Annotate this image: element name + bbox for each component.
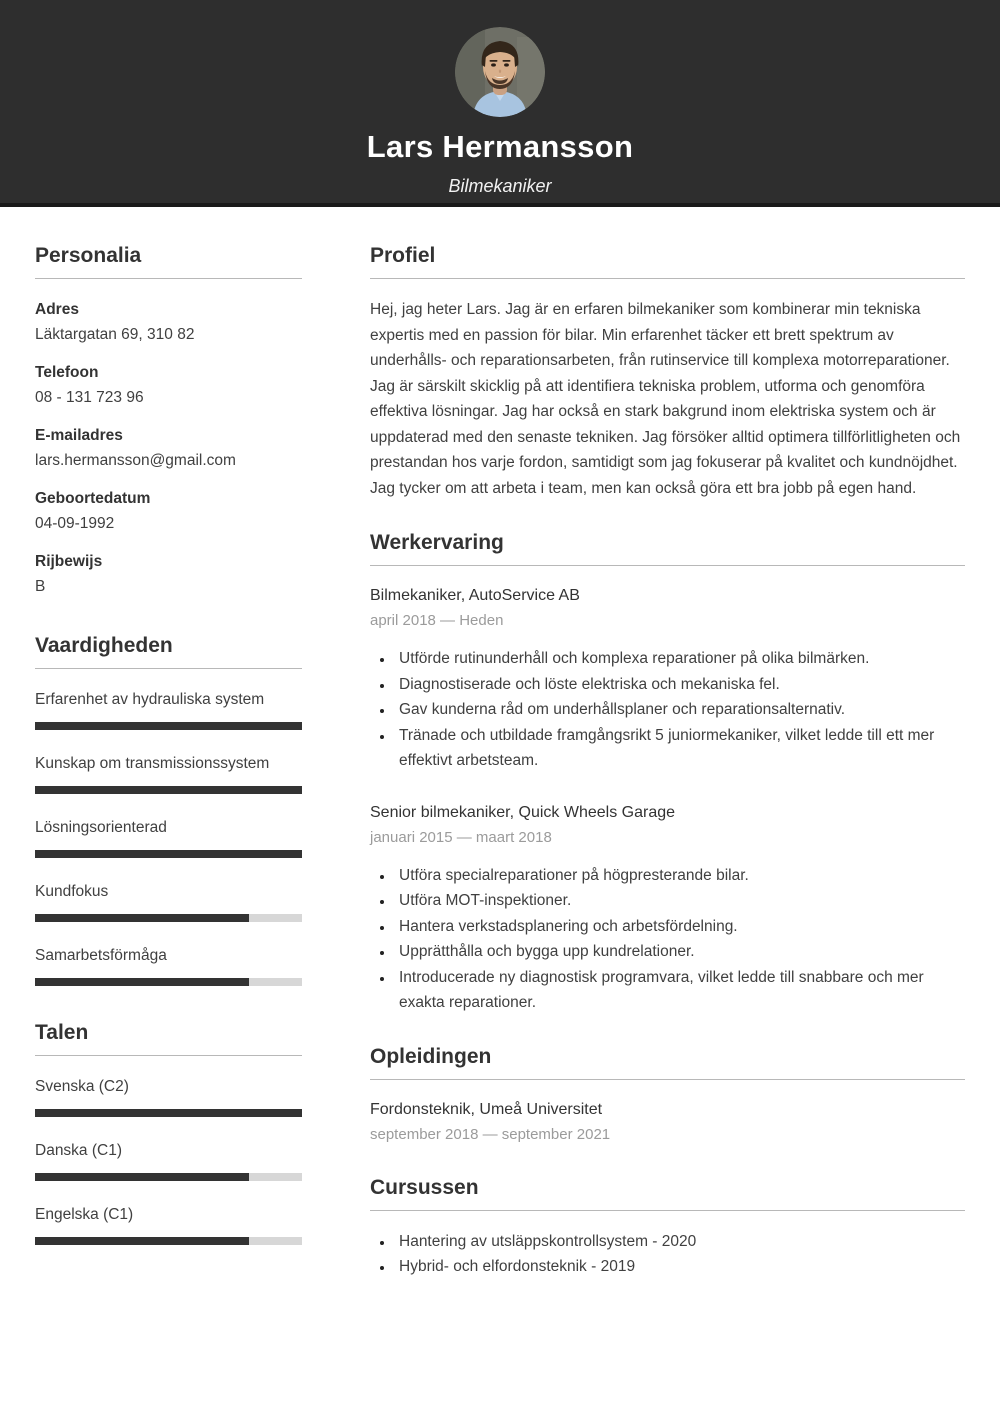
field-phone	[35, 360, 302, 410]
sidebar-column	[35, 244, 302, 1280]
job-bullet: • Utföra MOT-inspektioner.	[394, 888, 965, 914]
cv-header	[0, 0, 1000, 207]
skill-item	[35, 687, 302, 730]
job-bullet: • Gav kunderna råd om underhållsplaner och reparationsalternativ.	[394, 697, 965, 723]
experience-heading: Werkervaring	[370, 531, 965, 566]
section-education	[370, 1045, 965, 1147]
skill-bar-track	[35, 786, 302, 794]
cv-body	[0, 207, 1000, 1280]
skill-bar-fill	[35, 850, 302, 858]
skill-label: Kunskap om transmissionssystem	[35, 755, 270, 772]
job-period: april 2018 — Heden	[370, 612, 504, 629]
job-bullet: • Upprätthålla och bygga upp kundrelationer.	[394, 939, 965, 965]
job-bullet: • Utförde rutinunderhåll och komplexa reparationer på olika bilmärken.	[394, 646, 965, 672]
field-email	[35, 423, 302, 473]
job-bullet: • Utföra specialreparationer på högpresterande bilar.	[394, 863, 965, 889]
job-period: januari 2015 — maart 2018	[370, 828, 552, 846]
section-languages	[35, 1021, 302, 1245]
language-label: Engelska (C1)	[35, 1206, 134, 1223]
main-column	[370, 244, 965, 1280]
skills-heading: Vaardigheden	[35, 634, 302, 669]
course-item: • Hantering av utsläppskontrollsystem - 2020	[394, 1229, 965, 1255]
education-heading: Opleidingen	[370, 1045, 965, 1080]
skill-bar-track	[35, 978, 302, 986]
course-list	[370, 1229, 965, 1280]
course-item: • Hybrid- och elfordonsteknik - 2019	[394, 1254, 965, 1280]
section-courses	[370, 1176, 965, 1280]
education-title: Fordonsteknik, Umeå Universitet	[370, 1100, 603, 1118]
language-bar-fill	[35, 1109, 302, 1117]
experience-entry	[370, 801, 965, 1016]
courses-heading: Cursussen	[370, 1176, 965, 1211]
experience-entry	[370, 584, 965, 774]
section-profile	[370, 244, 965, 501]
job-bullet: • Diagnostiserade och löste elektriska och mekaniska fel.	[394, 672, 965, 698]
job-bullet: • Introducerade ny diagnostisk programvara, vilket ledde till snabbare och mer exakta reparationer.	[394, 965, 965, 1016]
section-skills	[35, 634, 302, 986]
education-period: september 2018 — september 2021	[370, 1125, 611, 1143]
language-bar-track	[35, 1173, 302, 1181]
field-label: Adres	[35, 301, 79, 318]
skill-bar-fill	[35, 978, 249, 986]
field-value: 08 - 131 723 96	[35, 389, 144, 406]
skill-bar-fill	[35, 914, 249, 922]
skill-item	[35, 751, 302, 794]
job-title: Bilmekaniker, AutoService AB	[370, 587, 580, 604]
profile-heading: Profiel	[370, 244, 965, 279]
skill-label: Lösningsorienterad	[35, 819, 167, 836]
language-label: Svenska (C2)	[35, 1078, 129, 1095]
language-bar-fill	[35, 1237, 249, 1245]
field-label: Telefoon	[35, 364, 99, 381]
field-label: Geboortedatum	[35, 490, 151, 507]
skill-bar-fill	[35, 786, 302, 794]
field-value: B	[35, 578, 46, 595]
section-experience	[370, 531, 965, 1016]
skill-item	[35, 815, 302, 858]
language-item	[35, 1138, 302, 1181]
skill-bar-track	[35, 850, 302, 858]
language-bar-fill	[35, 1173, 249, 1181]
profile-photo	[455, 27, 545, 117]
field-label: E-mailadres	[35, 427, 123, 444]
education-entry	[370, 1098, 965, 1147]
job-bullet: • Hantera verkstadsplanering och arbetsfördelning.	[394, 914, 965, 940]
skill-bar-track	[35, 722, 302, 730]
profile-text: Hej, jag heter Lars. Jag är en erfaren bilmekaniker som kombinerar min tekniska expertis med en passion för bilar. Min erfarenhet täcker ett brett spektrum av underhålls- och reparationsarbeten, från rutinservice till komplexa motorreparationer. Jag är särskilt skicklig på att identifiera tekniska problem, utforma och genomföra effektiva lösningar. Jag har också en stark bakgrund inom elektriska system och är uppdaterad med den senaste tekniken. Jag försöker alltid optimera tillförlitligheten och prestandan hos varje fordon, samtidigt som jag fokuserar på kvalitet och kundnöjdhet. Jag tycker om att arbeta i team, men kan också göra ett bra jobb på egen hand.	[370, 301, 961, 497]
field-value: Läktargatan 69, 310 82	[35, 326, 195, 343]
skill-bar-fill	[35, 722, 302, 730]
field-address	[35, 297, 302, 347]
field-label: Rijbewijs	[35, 553, 103, 570]
field-drivers-license	[35, 549, 302, 599]
skill-label: Samarbetsförmåga	[35, 947, 167, 964]
profile-photo-illustration	[455, 27, 545, 117]
field-value: 04-09-1992	[35, 515, 115, 532]
job-bullet-list	[370, 646, 965, 774]
language-bar-track	[35, 1237, 302, 1245]
skill-label: Kundfokus	[35, 883, 109, 900]
field-value: lars.hermansson@gmail.com	[35, 452, 236, 469]
job-bullet: • Tränade och utbildade framgångsrikt 5 juniormekaniker, vilket ledde till ett mer effektivt arbetsteam.	[394, 723, 965, 774]
language-bar-track	[35, 1109, 302, 1117]
person-job-title: Bilmekaniker	[448, 176, 552, 196]
field-birthdate	[35, 486, 302, 536]
language-item	[35, 1074, 302, 1117]
language-item	[35, 1202, 302, 1245]
section-personalia	[35, 244, 302, 599]
skill-item	[35, 943, 302, 986]
person-name: Lars Hermansson	[366, 129, 634, 164]
job-title: Senior bilmekaniker, Quick Wheels Garage	[370, 803, 676, 821]
language-label: Danska (C1)	[35, 1142, 122, 1159]
personalia-heading: Personalia	[35, 244, 302, 279]
skill-label: Erfarenhet av hydrauliska system	[35, 691, 265, 708]
skill-item	[35, 879, 302, 922]
skill-bar-track	[35, 914, 302, 922]
job-bullet-list	[370, 863, 965, 1016]
languages-heading: Talen	[35, 1021, 302, 1056]
